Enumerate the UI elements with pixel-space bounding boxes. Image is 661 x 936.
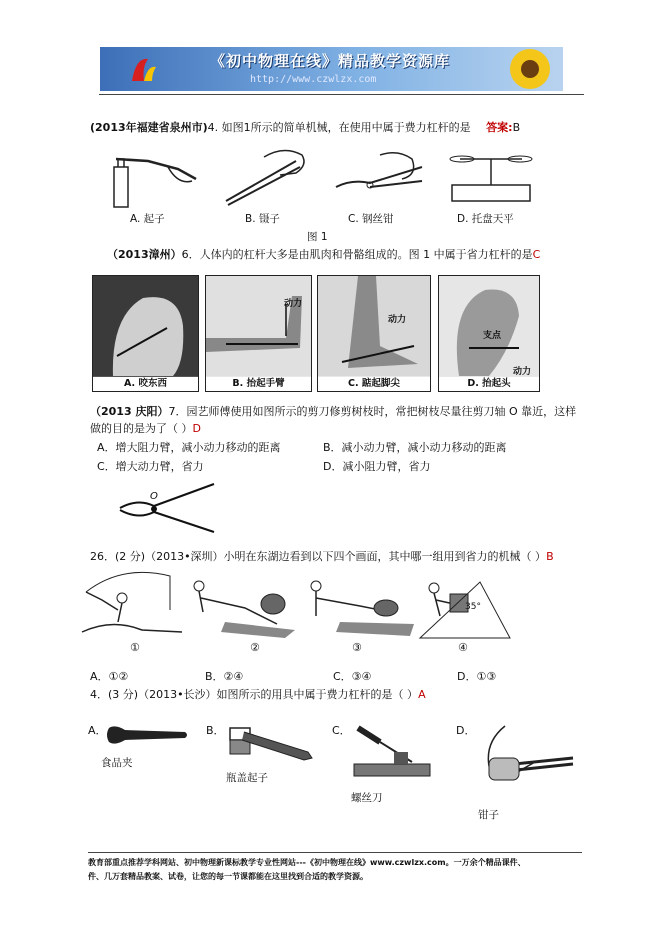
q1-answer: B bbox=[512, 121, 521, 134]
q4-text: 26．(2 分)（2013•深圳）小明在东湖边看到以下四个画面，其中哪一组用到省力的机械（ ） bbox=[90, 550, 547, 563]
logo-icon bbox=[128, 53, 158, 85]
banner-title: 《初中物理在线》精品教学资源库 bbox=[210, 52, 451, 70]
lever-bridge-figure bbox=[300, 572, 415, 640]
photo-raise-arm bbox=[205, 275, 312, 392]
q2-answer: C bbox=[532, 248, 541, 261]
q5-text: 4．(3 分)（2013•长沙）如图所示的用具中属于费力杠杆的是（ ） bbox=[90, 688, 419, 701]
force-label-c: 动力 bbox=[388, 315, 407, 325]
photo-label-b: B. 抬起手臂 bbox=[206, 377, 311, 391]
q5-tool-name-d: 钳子 bbox=[478, 809, 499, 821]
bottle-opener-tool-figure bbox=[228, 722, 316, 764]
header-rule bbox=[99, 94, 584, 95]
q3-line1 bbox=[90, 403, 576, 419]
photo-tiptoe bbox=[317, 275, 431, 392]
q4-option-b: B．②④ bbox=[205, 670, 244, 683]
q2-text: 6．人体内的杠杆大多是由肌肉和骨骼组成的。图 1 中属于省力杠杆的是 bbox=[181, 248, 533, 261]
q5-letter-a: A． bbox=[88, 724, 107, 737]
q2-line bbox=[107, 246, 540, 262]
q3-option-c: C．增大动力臂，省力 bbox=[97, 460, 204, 473]
q5-letter-b: B． bbox=[206, 724, 225, 737]
q5-tool-name-b: 瓶盖起子 bbox=[226, 772, 268, 784]
shears-figure bbox=[118, 480, 218, 535]
force-label-b: 动力 bbox=[284, 299, 303, 309]
photo-label-a: A. 咬东西 bbox=[93, 377, 198, 391]
photo-raise-head bbox=[438, 275, 540, 392]
balance-figure bbox=[448, 145, 534, 207]
pliers-tool-figure bbox=[475, 722, 575, 792]
q4-line bbox=[90, 548, 554, 564]
pivot-label-d: 支点 bbox=[483, 331, 502, 341]
sunflower-icon bbox=[500, 47, 560, 91]
q1-source: (2013年福建省泉州市) bbox=[90, 121, 208, 134]
photo-label-d: D. 抬起头 bbox=[439, 377, 539, 391]
q2-source: （2013漳州） bbox=[107, 248, 182, 261]
q3-option-b: B．减小动力臂，减小动力移动的距离 bbox=[323, 441, 507, 454]
q3-line2 bbox=[90, 420, 201, 436]
q1-option-c: C. 钢丝钳 bbox=[348, 213, 394, 225]
q4-option-c: C．③④ bbox=[333, 670, 372, 683]
q1-option-b: B. 镊子 bbox=[245, 213, 280, 225]
fishing-figure bbox=[82, 570, 182, 640]
wire-pliers-figure bbox=[332, 145, 427, 207]
q1-line bbox=[90, 119, 520, 135]
food-tongs-figure bbox=[105, 722, 190, 748]
rowing-figure bbox=[185, 572, 295, 640]
q4-option-d: D．①③ bbox=[457, 670, 497, 683]
q5-letter-d: D． bbox=[456, 724, 476, 737]
q4-option-a: A．①② bbox=[90, 670, 129, 683]
photo-label-c: C. 踮起脚尖 bbox=[318, 377, 430, 391]
q1-text: 4. 如图1所示的简单机械，在使用中属于费力杠杆的是 bbox=[207, 121, 471, 134]
q1-option-a: A. 起子 bbox=[130, 213, 165, 225]
q4-number-3: ③ bbox=[352, 641, 362, 654]
q4-answer: B bbox=[546, 550, 554, 563]
q4-number-1: ① bbox=[130, 641, 140, 654]
banner-url[interactable]: http://www.czwlzx.com bbox=[250, 74, 377, 85]
tweezers-figure bbox=[222, 145, 312, 207]
footer-line2: 件、几万套精品教案、试卷，让您的每一节课都能在这里找到合适的教学资源。 bbox=[88, 872, 368, 881]
footer-line1: 教育部重点推荐学科网站、初中物理新课标教学专业性网站---《初中物理在线》www.czwlzx.com。一万余个精品课件、 bbox=[88, 858, 526, 867]
footer-rule bbox=[88, 852, 582, 853]
q5-tool-name-c: 螺丝刀 bbox=[351, 792, 383, 804]
q4-number-2: ② bbox=[250, 641, 260, 654]
q3-option-d: D．减小阻力臂，省力 bbox=[323, 460, 431, 473]
header-banner bbox=[100, 47, 563, 91]
q3-text-line1: 7．园艺师傅使用如图所示的剪刀修剪树枝时，常把树枝尽量往剪刀轴 O 靠近，这样 bbox=[168, 405, 577, 418]
q5-tool-name-a: 食品夹 bbox=[101, 757, 133, 769]
shears-pivot-label: O bbox=[150, 491, 158, 502]
q5-line bbox=[90, 686, 426, 702]
q1-answer-label: 答案: bbox=[486, 121, 513, 134]
force-label-d: 动力 bbox=[513, 367, 532, 377]
q5-letter-c: C． bbox=[332, 724, 351, 737]
photo-biting bbox=[92, 275, 199, 392]
bottle-opener-figure bbox=[108, 147, 203, 209]
q1-figure-caption: 图 1 bbox=[307, 231, 328, 243]
q4-angle-label: 35° bbox=[465, 602, 481, 612]
q3-source: （2013 庆阳） bbox=[90, 405, 169, 418]
q3-answer: D bbox=[192, 422, 201, 435]
q5-answer: A bbox=[418, 688, 426, 701]
q3-text-line2: 做的目的是为了（ ） bbox=[90, 422, 193, 435]
q3-option-a: A．增大阻力臂，减小动力移动的距离 bbox=[97, 441, 281, 454]
q1-option-d: D. 托盘天平 bbox=[457, 213, 514, 225]
q4-number-4: ④ bbox=[458, 641, 468, 654]
screwdriver-figure bbox=[350, 722, 445, 782]
